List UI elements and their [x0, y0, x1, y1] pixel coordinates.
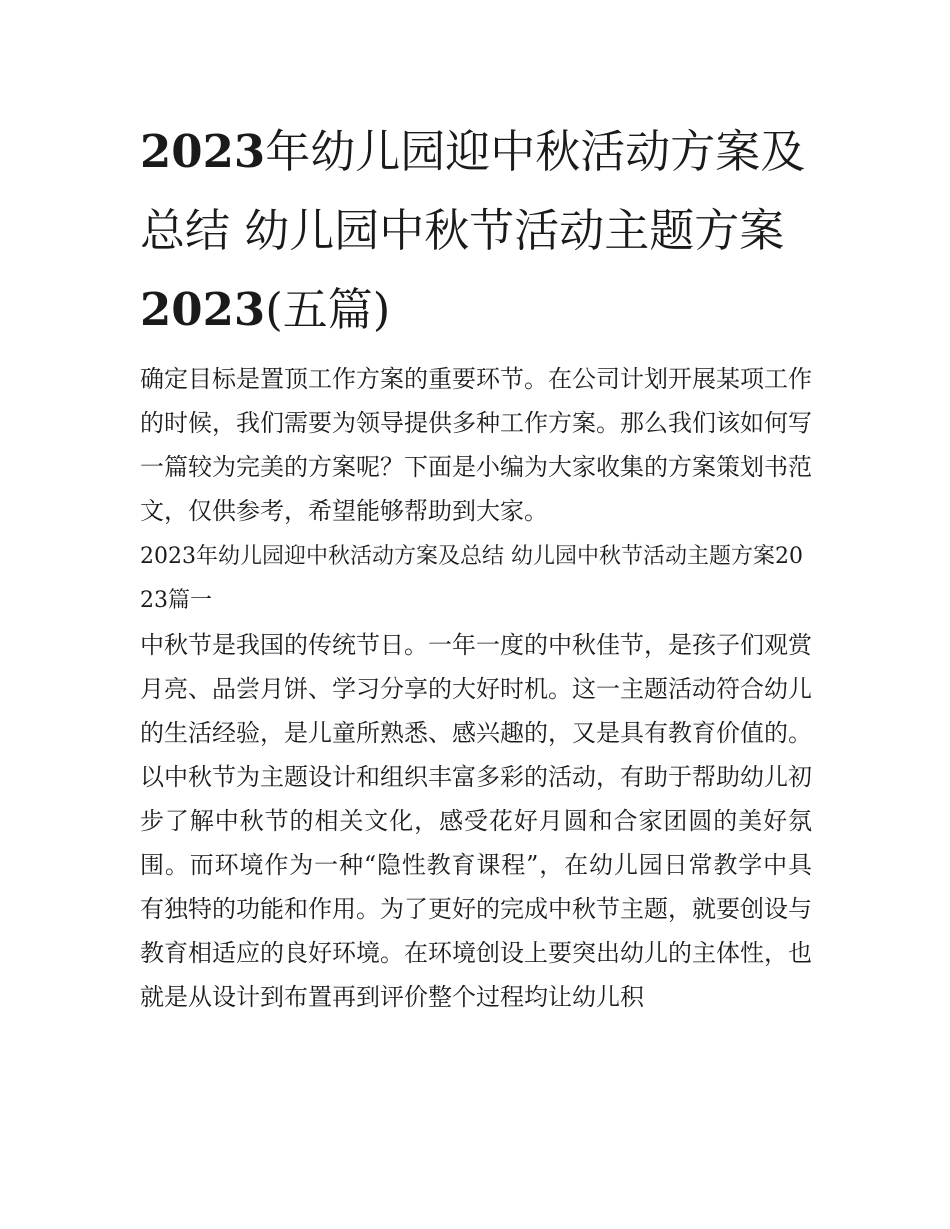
title-part-suffix: (五篇) [265, 283, 391, 336]
document-title [140, 112, 812, 349]
title-part-year: 2023 [140, 125, 266, 178]
section-heading: 2023年幼儿园迎中秋活动方案及总结 幼儿园中秋节活动主题方案2023篇一 [140, 544, 803, 613]
body-paragraph: 中秋节是我国的传统节日。一年一度的中秋佳节，是孩子们观赏月亮、品尝月饼、学习分享的大好时机。这一主题活动符合幼儿的生活经验，是儿童所熟悉、感兴趣的，又是具有教育价值的。以中秋节为主题设计和组织丰富多彩的活动，有助于帮助幼儿初步了解中秋节的相关文化，感受花好月圆和合家团圆的美好氛围。而环境作为一种“隐性教育课程”，在幼儿园日常教学中具有独特的功能和作用。为了更好的完成中秋节主题，就要创设与教育相适应的良好环境。在环境创设上要突出幼儿的主体性，也就是从设计到布置再到评价整个过程均让幼儿积 [140, 631, 812, 1011]
document-content [140, 112, 812, 1019]
intro-paragraph: 确定目标是置顶工作方案的重要环节。在公司计划开展某项工作的时候，我们需要为领导提供多种工作方案。那么我们该如何写一篇较为完美的方案呢？下面是小编为大家收集的方案策划书范文，仅供参考，希望能够帮助到大家。 [140, 365, 812, 525]
title-part-main: 年幼儿园迎中秋活动方案及总结 幼儿园中秋节活动主题方案 [140, 125, 806, 257]
title-part-year-2: 2023 [140, 283, 266, 336]
